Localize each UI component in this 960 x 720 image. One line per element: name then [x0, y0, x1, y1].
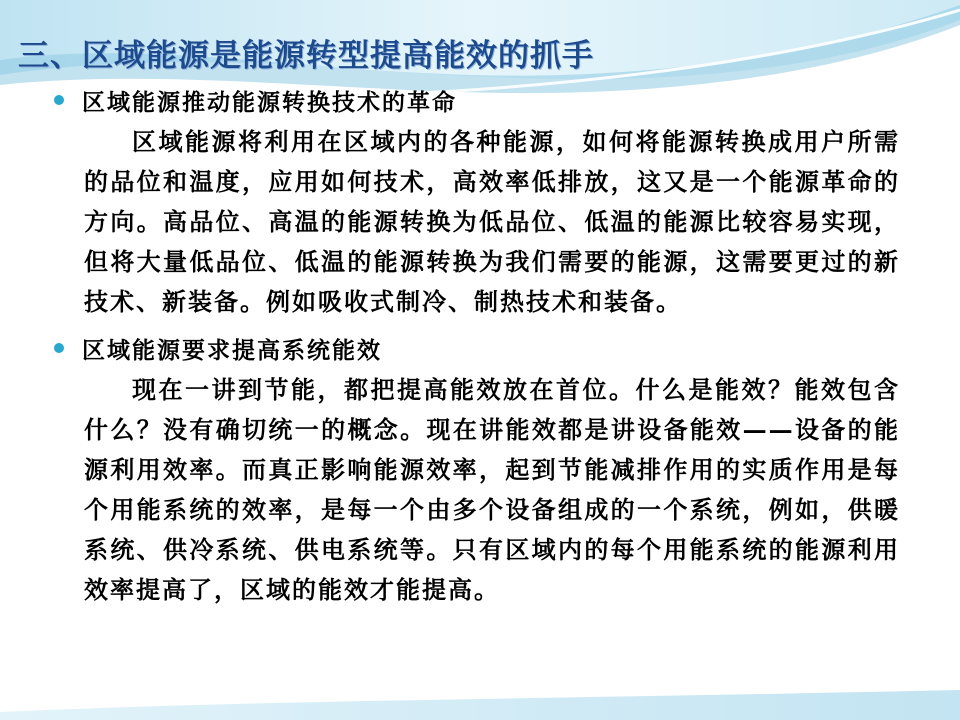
bullet-heading-2: [50, 328, 900, 368]
bullet-heading-1: [50, 80, 900, 120]
slide-content: [50, 80, 900, 616]
bottom-wave: [0, 690, 960, 720]
paragraph-1: 区域能源将利用在区域内的各种能源，如何将能源转换成用户所需的品位和温度，应用如何技术，高效率低排放，这又是一个能源革命的方向。高品位、高温的能源转换为低品位、低温的能源比较容易实现，但将大量低品位、低温的能源转换为我们需要的能源，这需要更过的新技术、新装备。例如吸收式制冷、制热技术和装备。: [84, 127, 900, 316]
bullet-dot-icon: [54, 95, 64, 105]
bullet-heading-text: 区域能源推动能源转换技术的革命: [82, 88, 457, 116]
paragraph-2: 现在一讲到节能，都把提高能效放在首位。什么是能效？能效包含什么？没有确切统一的概念。现在讲能效都是讲设备能效——设备的能源利用效率。而真正影响能源效率，起到节能减排作用的实质作用是每个用能系统的效率，是每一个由多个设备组成的一个系统，例如，供暖系统、供冷系统、供电系统等。只有区域内的每个用能系统的能源利用效率提高了，区域的能效才能提高。: [84, 375, 900, 604]
bullet-heading-text: 区域能源要求提高系统能效: [82, 336, 382, 364]
bullet-dot-icon: [54, 343, 64, 353]
slide-title: 三、区域能源是能源转型提高能效的抓手: [18, 38, 594, 74]
